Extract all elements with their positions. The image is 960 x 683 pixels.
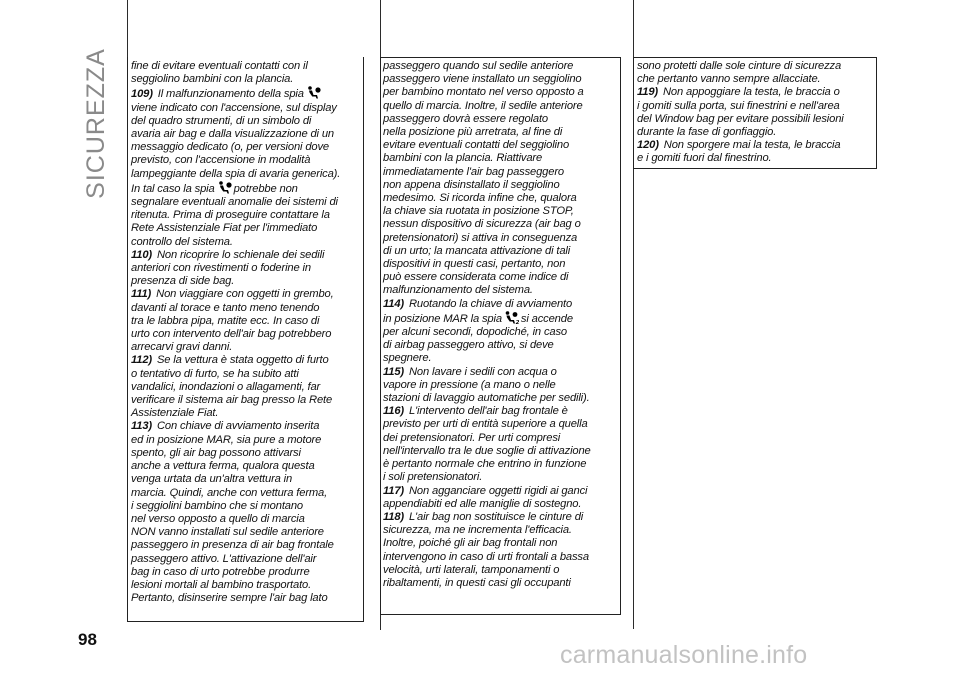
note-117 bbox=[383, 485, 617, 511]
note-number: 113) bbox=[131, 420, 152, 433]
airbag-warning-icon bbox=[217, 181, 232, 194]
note-114 bbox=[383, 298, 617, 366]
note-number: 111) bbox=[131, 288, 152, 301]
note-text: L'intervento dell'air bag frontale è previsto per urti di entità superiore a quella dei pretensionatori. Per urti compresi nell'intervallo tra le due soglie di attivazione è pertanto normale che entrino in funzione i soli pretensionatori. bbox=[383, 405, 591, 484]
note-text: Non ricoprire lo schienale dei sedili anteriori con rivestimenti o foderine in presenza di side bag. bbox=[131, 248, 325, 288]
note-119 bbox=[637, 86, 873, 139]
note-text: Se la vettura è stata oggetto di furto o tentativo di furto, se ha subito atti vandalici, inondazioni o allagamenti, far verificare il sistema air bag presso la Rete Assistenziale Fiat. bbox=[131, 354, 333, 420]
note-118 bbox=[383, 511, 617, 590]
column-1-intro: fine di evitare eventuali contatti con il seggiolino bambini con la plancia. bbox=[131, 60, 308, 86]
note-113 bbox=[131, 420, 365, 605]
column-2-intro: passeggero quando sul sedile anteriore passeggero viene installato un seggiolino per bambino montato nel verso opposto a quello di marcia. Inoltre, il sedile anteriore passeggero dovrà essere regolato nella posizione più arretrata, al fine di evitare eventuali contatti del seggiolino bambini con la plancia. Riattivare immediatamente l'air bag passeggero non appena disinstallato il seggiolino medesimo. Si ricorda infine che, qualora la chiave sia ruotata in posizione STOP, nessun dispositivo di sicurezza (air bag o pretensionatori) si attiva in conseguenza di un urto; la mancata attivazione di tali dispositivi in questi casi, pertanto, non può essere considerata come indice di malfunzionamento del sistema. bbox=[383, 60, 584, 297]
note-text: Con chiave di avviamento inserita ed in posizione MAR, sia pure a motore spento, gli air bag possono attivarsi anche a vettura ferma, qualora questa venga urtata da un'altra vettura in marcia. Quindi, anche con vettura ferma, i seggiolini bambino che si montano nel verso opposto a quello di marcia NON vanno installati sul sedile anteriore passeggero in presenza di air bag frontale passeggero attivo. L'attivazione dell'air bag in caso di urto potrebbe produrre lesioni mortali al bambino trasportato. Pertanto, disinserire sempre l'air bag lato bbox=[131, 420, 334, 605]
text-column-2 bbox=[383, 60, 617, 590]
note-text: Non lavare i sedili con acqua o vapore in pressione (a mano o nelle stazioni di lavaggio automatiche per sedili). bbox=[383, 365, 590, 405]
note-number: 109) bbox=[131, 88, 153, 101]
section-title bbox=[68, 47, 124, 199]
column-rule-3 bbox=[633, 0, 634, 57]
note-number: 117) bbox=[383, 484, 404, 497]
note-text: Non appoggiare la testa, le braccia o i gomiti sulla porta, sui finestrini e nell'area del Window bag per evitare possibili lesioni durante la fase di gonfiaggio. bbox=[637, 86, 844, 139]
note-text: L'air bag non sostituisce le cinture di sicurezza, ma ne incrementa l'efficacia. Inoltre, poiché gli air bag frontali non intervengono in caso di urti frontali a bassa velocità, urti laterali, tamponamenti o ribaltamenti, in questi casi gli occupanti bbox=[383, 510, 589, 589]
watermark: carmanualsonline.info bbox=[560, 641, 808, 669]
note-number: 114) bbox=[383, 297, 404, 310]
note-115 bbox=[383, 366, 617, 406]
note-number: 120) bbox=[637, 139, 659, 152]
column-3-intro: sono protetti dalle sole cinture di sicurezza che pertanto vanno sempre allacciate. bbox=[637, 60, 842, 86]
note-number: 119) bbox=[637, 86, 658, 99]
note-120 bbox=[637, 139, 873, 165]
note-110 bbox=[131, 249, 365, 289]
page-number: 98 bbox=[78, 630, 97, 649]
note-text: Non agganciare oggetti rigidi ai ganci appendiabiti ed alle maniglie di sostegno. bbox=[383, 484, 588, 510]
note-number: 115) bbox=[383, 365, 404, 378]
note-number: 116) bbox=[383, 405, 404, 418]
note-number: 118) bbox=[383, 510, 404, 523]
column-rule-3-bottom bbox=[633, 169, 634, 629]
note-text: Non viaggiare con oggetti in grembo, davanti al torace e tanto meno tenendo tra le labbra pipa, matite ecc. In caso di urto con intervento dell'air bag potrebbero arrecarvi gravi danni. bbox=[131, 288, 334, 354]
note-109 bbox=[131, 86, 365, 248]
margin-rule bbox=[127, 0, 128, 57]
section-title-text: SICUREZZA bbox=[81, 47, 110, 199]
note-text: Ruotando la chiave di avviamento in posizione MAR la spia bbox=[383, 297, 573, 325]
text-column-3 bbox=[637, 60, 873, 166]
note-text: potrebbe non segnalare eventuali anomalie dei sistemi di ritenuta. Prima di proseguire contattare la Rete Assistenziale Fiat per l'immediato controllo del sistema. bbox=[131, 182, 338, 248]
note-text: viene indicato con l'accensione, sul display del quadro strumenti, di un simbolo di avaria air bag e dalla visualizzazione di un messaggio dedicato (o, per versioni dove previsto, con l'accensione in modalità lampeggiante della spia di avaria generica). In tal caso la spia bbox=[131, 101, 341, 195]
note-112 bbox=[131, 354, 365, 420]
note-text: si accende per alcuni secondi, dopodiché, in caso di airbag passeggero attivo, si deve spegnere. bbox=[383, 312, 573, 365]
column-rule-2-bottom bbox=[380, 615, 381, 630]
note-number: 112) bbox=[131, 354, 152, 367]
note-116 bbox=[383, 405, 617, 484]
note-text: Non sporgere mai la testa, le braccia e i gomiti fuori dal finestrino. bbox=[637, 139, 841, 165]
note-111 bbox=[131, 288, 365, 354]
note-number: 110) bbox=[131, 248, 152, 261]
airbag-warning-icon bbox=[306, 86, 321, 99]
column-rule-2 bbox=[380, 0, 381, 57]
svg-text:2: 2 bbox=[515, 319, 519, 324]
note-text: Il malfunzionamento della spia bbox=[157, 88, 304, 101]
text-column-1 bbox=[131, 60, 365, 605]
passenger-airbag-off-icon bbox=[504, 311, 519, 324]
